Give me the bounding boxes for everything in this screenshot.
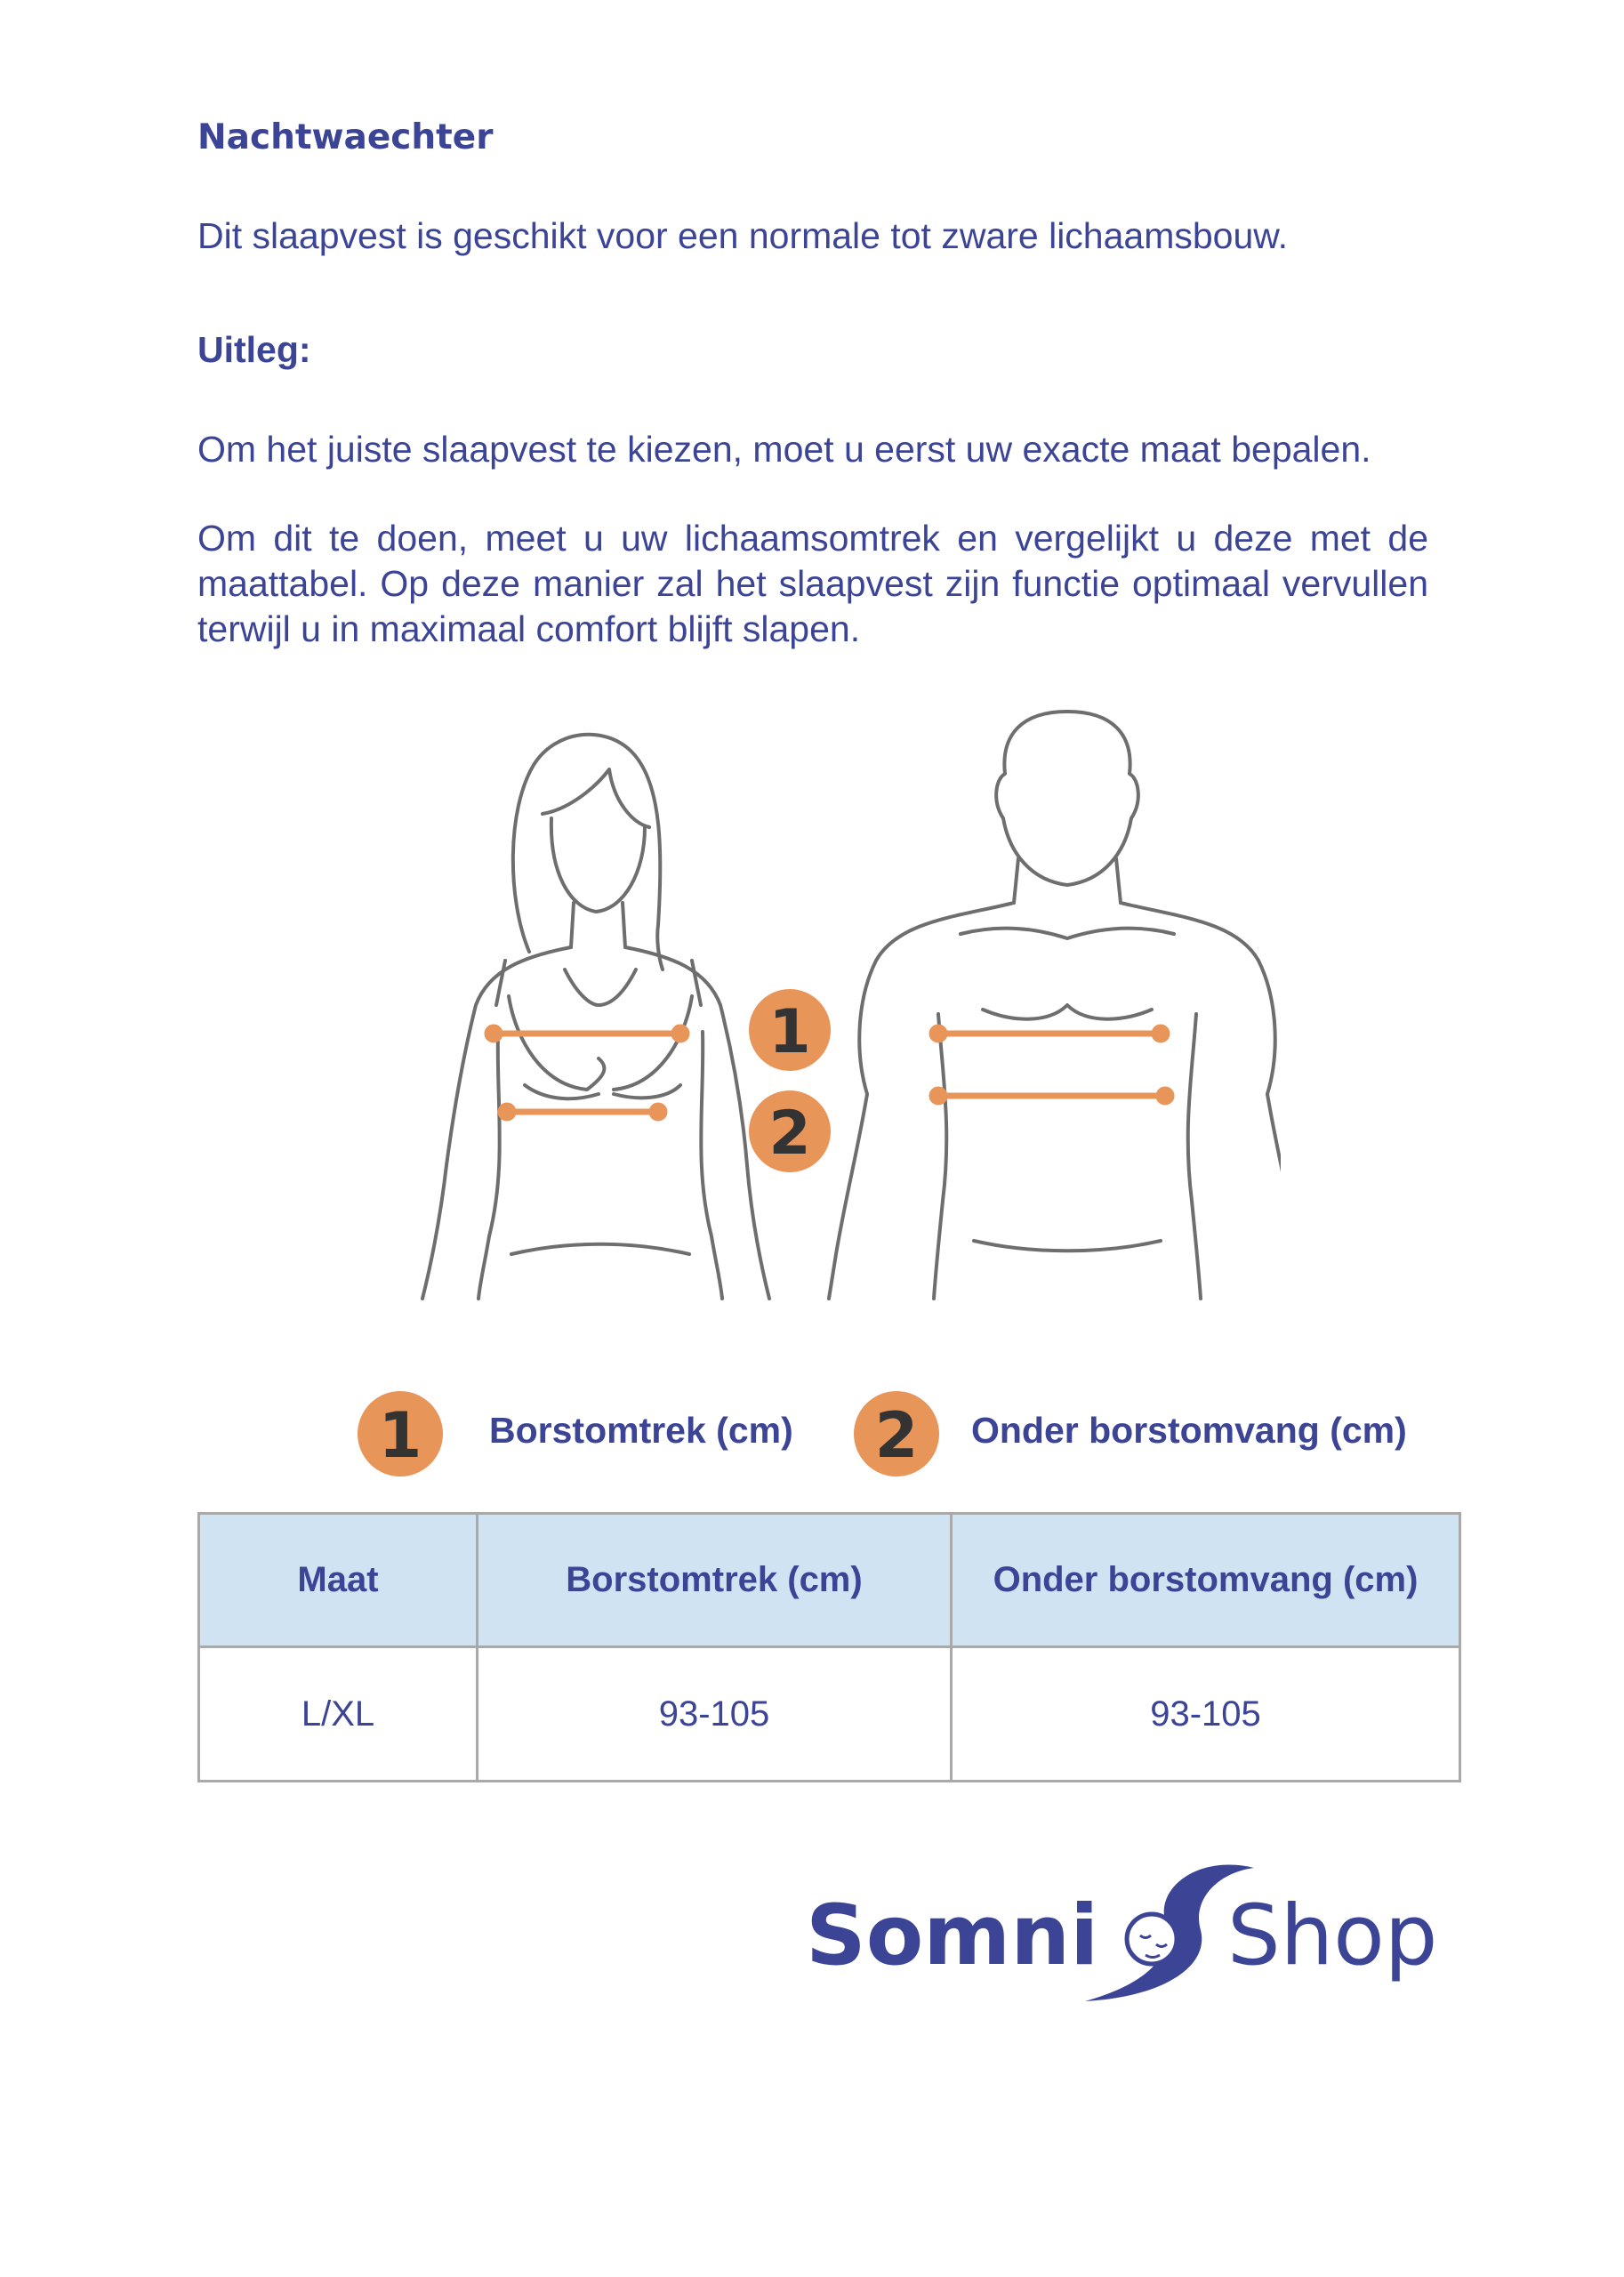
badge-2-icon [749,1090,831,1172]
legend-badge-1-icon [354,1388,446,1480]
header-size: Maat [199,1514,478,1647]
cell-chest: 93-105 [478,1647,952,1782]
svg-text:1: 1 [378,1399,422,1472]
cell-size: L/XL [199,1647,478,1782]
svg-text:2: 2 [768,1098,811,1169]
man-figure [829,712,1281,1299]
instruction-paragraph-2: Om dit te doen, meet u uw lichaamsomtrek en vergelijkt u deze met de maattabel. Op deze manier zal het slaapvest zijn functie optimaal vervullen terwijl u in maximaal comfort blijft slapen. [197,518,1428,649]
cell-underbust: 93-105 [952,1647,1460,1782]
document-title: Nachtwaechter [197,117,494,157]
measurement-illustration [391,703,1281,1307]
legend-label-1: Borstomtrek (cm) [489,1410,793,1451]
woman-figure [422,735,769,1299]
badge-1-icon [749,989,831,1071]
header-underbust: Onder borstomvang (cm) [952,1514,1460,1647]
size-table [197,1512,1461,1782]
legend-label-2: Onder borstomvang (cm) [971,1410,1407,1451]
section-heading: Uitleg: [197,329,311,370]
header-chest: Borstomtrek (cm) [478,1514,952,1647]
intro-text: Dit slaapvest is geschikt voor een normale tot zware lichaamsbouw. [197,215,1289,256]
svg-text:2: 2 [874,1399,919,1472]
instruction-paragraph-1: Om het juiste slaapvest te kiezen, moet u eerst uw exacte maat bepalen. [197,429,1371,470]
legend-badge-2-icon [850,1388,943,1480]
logo-text-shop: Shop [1227,1887,1438,1984]
logo-text-somni: Somni [806,1887,1099,1984]
svg-text:1: 1 [768,997,811,1067]
table-header-row [199,1514,1460,1647]
table-row [199,1647,1460,1782]
